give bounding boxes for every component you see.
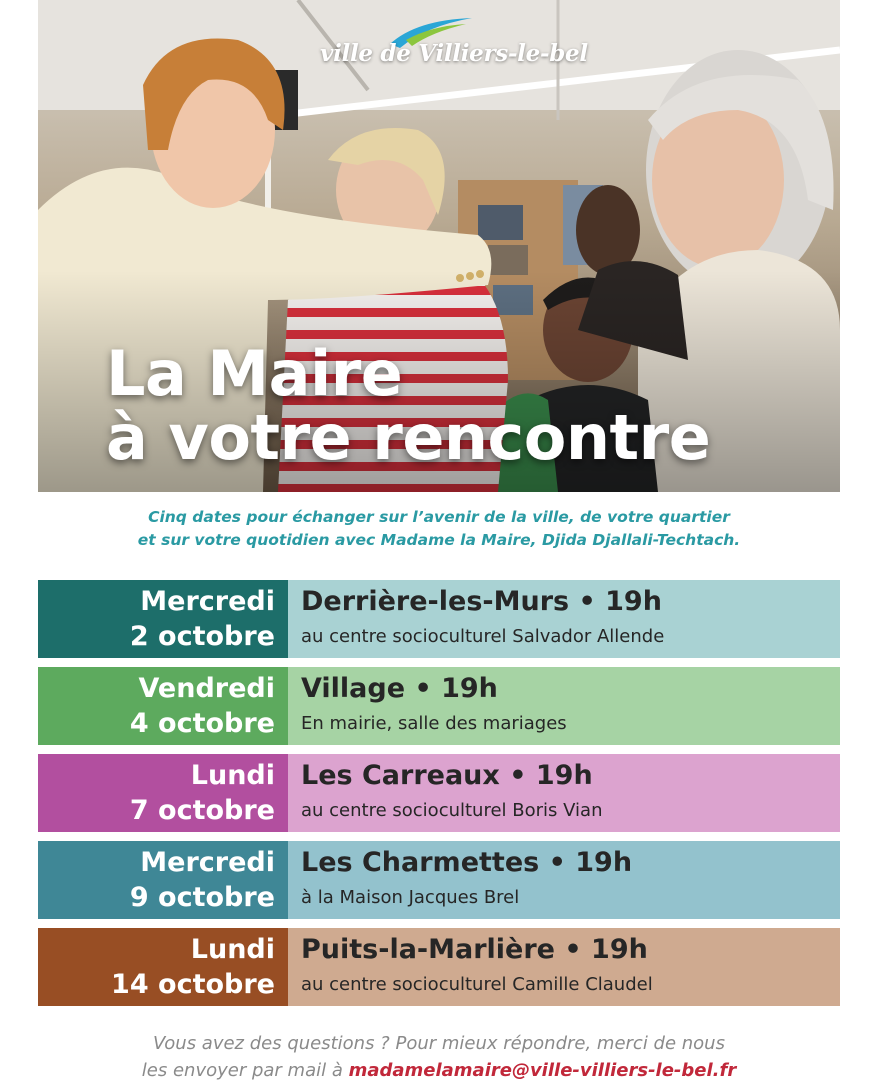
event-venue: au centre socioculturel Camille Claudel — [301, 974, 653, 995]
event-day: Vendredi — [138, 673, 275, 704]
headline-line-2: à votre rencontre — [106, 401, 711, 474]
event-date: 4 octobre — [129, 708, 275, 739]
event-time: 19h — [605, 586, 662, 617]
event-date-block — [38, 754, 288, 832]
event-place: Les Charmettes — [301, 847, 540, 878]
logo-prefix: ville de — [320, 40, 419, 67]
event-day: Mercredi — [140, 847, 275, 878]
event-info-block — [288, 928, 840, 1006]
event-time: 19h — [535, 760, 593, 791]
event-row — [38, 754, 840, 832]
footer-line-2 — [38, 1057, 840, 1084]
event-row — [38, 841, 840, 919]
event-place-line — [301, 584, 840, 619]
contact-email-link[interactable]: madamelamaire@ville-villiers-le-bel.fr — [348, 1060, 737, 1081]
footer-line-1: Vous avez des questions ? Pour mieux répondre, merci de nous — [153, 1033, 725, 1054]
event-date-block — [38, 580, 288, 658]
event-venue: En mairie, salle des mariages — [301, 713, 567, 734]
event-venue: au centre socioculturel Boris Vian — [301, 800, 603, 821]
event-venue: à la Maison Jacques Brel — [301, 887, 520, 908]
event-place-line — [301, 671, 840, 706]
event-date-block — [38, 841, 288, 919]
event-row — [38, 580, 840, 658]
event-date-block — [38, 667, 288, 745]
headline — [106, 337, 711, 474]
hero-photo-panel — [38, 0, 840, 492]
event-info-block — [288, 841, 840, 919]
intro-line-2: et sur votre quotidien avec Madame la Maire, Djida Djallali-Techtach. — [137, 531, 741, 549]
footer-contact — [38, 1030, 840, 1084]
event-separator: • — [405, 673, 442, 704]
event-place: Derrière-les-Murs — [301, 586, 570, 617]
events-list — [38, 580, 840, 1015]
event-separator: • — [499, 760, 536, 791]
event-row — [38, 667, 840, 745]
event-date-block — [38, 928, 288, 1006]
intro-line-1: Cinq dates pour échanger sur l’avenir de la ville, de votre quartier — [148, 508, 730, 526]
event-venue: au centre socioculturel Salvador Allende — [301, 626, 665, 647]
event-day: Mercredi — [140, 586, 275, 617]
event-date: 9 octobre — [129, 882, 275, 913]
city-logo — [320, 40, 588, 67]
event-separator: • — [539, 847, 576, 878]
event-day: Lundi — [190, 760, 275, 791]
event-separator: • — [554, 934, 592, 965]
event-place: Les Carreaux — [301, 760, 500, 791]
event-place-line — [301, 758, 840, 793]
logo-main: Villiers-le-bel — [418, 40, 588, 67]
event-place: Village — [301, 673, 406, 704]
event-info-block — [288, 754, 840, 832]
event-info-block — [288, 580, 840, 658]
event-date: 7 octobre — [129, 795, 275, 826]
event-row — [38, 928, 840, 1006]
event-day: Lundi — [190, 934, 275, 965]
event-info-block — [288, 667, 840, 745]
event-place: Puits-la-Marlière — [301, 934, 555, 965]
event-date: 14 octobre — [111, 969, 275, 1000]
footer-line-2-prefix: les envoyer par mail à — [141, 1060, 349, 1081]
event-place-line — [301, 845, 840, 880]
event-place-line — [301, 932, 840, 967]
event-date: 2 octobre — [129, 621, 275, 652]
intro-text — [38, 506, 840, 552]
event-time: 19h — [575, 847, 633, 878]
event-time: 19h — [441, 673, 498, 704]
headline-line-1: La Maire — [106, 337, 403, 410]
event-separator: • — [569, 586, 606, 617]
event-time: 19h — [591, 934, 648, 965]
